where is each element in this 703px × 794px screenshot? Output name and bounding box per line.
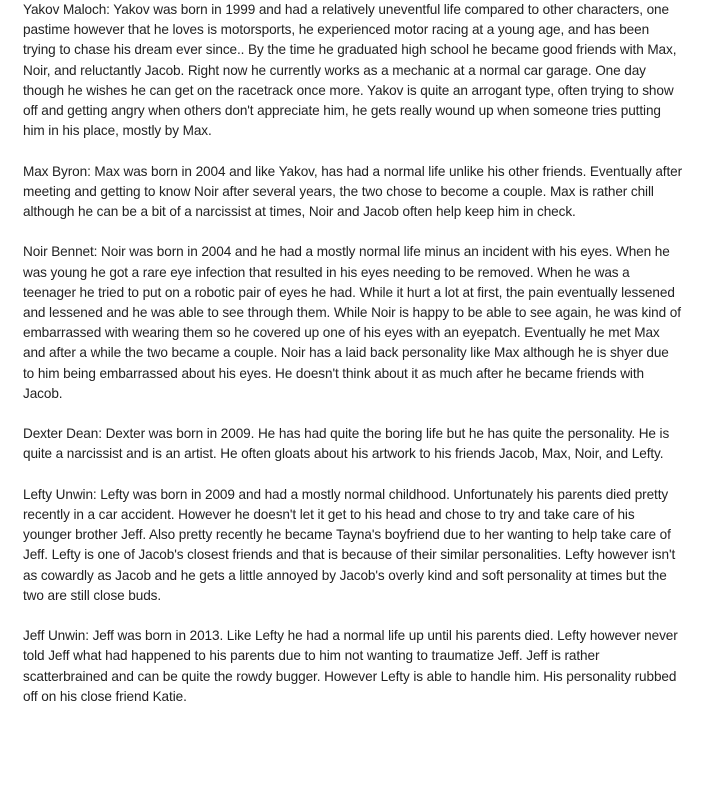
- paragraph-noir-bennet: Noir Bennet: Noir was born in 2004 and he had a mostly normal life minus an incident with his eyes. When he was young he got a rare eye infection that resulted in his eyes needing to be removed. When he was a teenager he tried to put on a robotic pair of eyes he had. While it hurt a lot at first, the pain eventually lessened and lessened and he was able to see through them. While Noir is happy to be able to see again, he was kind of embarrassed with wearing them so he covered up one of his eyes with an eyepatch. Eventually he met Max and after a while the two became a couple. Noir has a laid back personality like Max although he is shyer due to him being embarrassed about his eyes. He doesn't think about it as much after he became friends with Jacob.: [23, 244, 681, 401]
- paragraph-lefty-unwin: Lefty Unwin: Lefty was born in 2009 and had a mostly normal childhood. Unfortunately his parents died pretty recently in a car accident. However he doesn't let it get to his head and chose to try and take care of his younger brother Jeff. Also pretty recently he became Tayna's boyfriend due to her wanting to help take care of Jeff. Lefty is one of Jacob's closest friends and that is because of their similar personalities. Lefty however isn't as cowardly as Jacob and he gets a little annoyed by Jacob's overly kind and soft personality at times but the two are still close buds.: [23, 486, 676, 603]
- paragraph-dexter-dean: Dexter Dean: Dexter was born in 2009. He has had quite the boring life but he has quite the personality. He is quite a narcissist and is an artist. He often gloats about his artwork to his friends Jacob, Max, Noir, and Lefty.: [23, 426, 670, 462]
- paragraph-max-byron: Max Byron: Max was born in 2004 and like Yakov, has had a normal life unlike his other friends. Eventually after meeting and getting to know Noir after several years, the two chose to become a couple. Max is rather chill although he can be a bit of a narcissist at times, Noir and Jacob often help keep him in check.: [23, 163, 683, 220]
- paragraph-yakov-maloch: Yakov Maloch: Yakov was born in 1999 and had a relatively uneventful life compared to other characters, one pastime however that he loves is motorsports, he experienced motor racing at a young age, and has been trying to chase his dream ever since.. By the time he graduated high school he became good friends with Max, Noir, and reluctantly Jacob. Right now he currently works as a mechanic at a normal car garage. One day though he wishes he can get on the racetrack once more. Yakov is quite an arrogant type, often trying to show off and getting angry when others don't appreciate him, he gets really wound up when someone tries putting him in his place, mostly by Max.: [23, 2, 677, 139]
- document-body: [23, 0, 683, 707]
- paragraph-jeff-unwin: Jeff Unwin: Jeff was born in 2013. Like Lefty he had a normal life up until his parents died. Lefty however never told Jeff what had happened to his parents due to him not wanting to traumatize Jeff. Jeff is rather scatterbrained and can be quite the rowdy bugger. However Lefty is able to handle him. His personality rubbed off on his close friend Katie.: [23, 628, 678, 704]
